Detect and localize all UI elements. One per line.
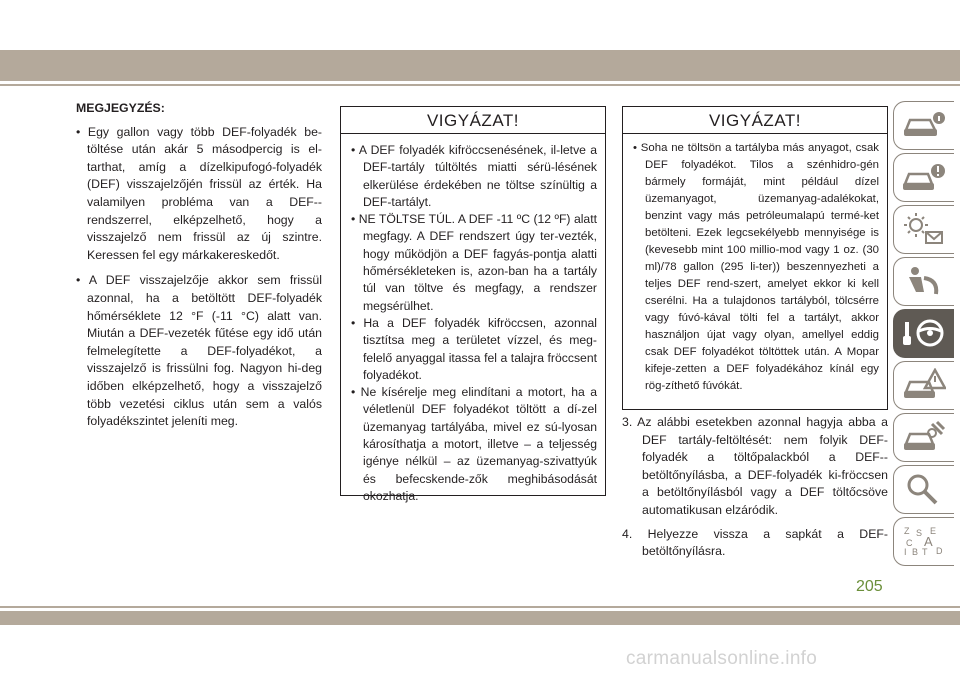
search-icon [902, 472, 946, 506]
driving-icon [902, 316, 946, 350]
tab-hazard[interactable] [893, 361, 954, 410]
safety-icon [902, 264, 946, 298]
tab-car-info[interactable] [893, 101, 954, 150]
step-item: 3. Az alábbi esetekben azonnal hagyja abba a DEF tartály-feltöltését: nem folyik DEF-folyadék a töltőpalackból a DEF--betöltőnyílásba, a DEF-folyadék ki-fröccsen a betöltőnyílásból vagy a DEF töltőcsöve automatikusan elzáródik. [622, 415, 888, 517]
warning-bullet: • Ha a DEF folyadék kifröccsen, azonnal tisztítsa meg a területet vízzel, és meg-felelő anyaggal itassa fel a talajra fröccsent folyadékot. [351, 315, 597, 382]
warning-body [341, 134, 605, 511]
index-letter: A [924, 534, 933, 549]
index-letter: B [912, 547, 919, 557]
alphabet-index-icon [902, 524, 946, 558]
service-icon [902, 420, 946, 454]
page-number: 205 [856, 578, 883, 595]
tab-sun-key[interactable] [893, 205, 954, 254]
note-column [76, 100, 322, 439]
warning-box-1 [340, 106, 606, 503]
warning-bullet: • Ne kísérelje meg elindítani a motort, ha a véletlenül DEF folyadékot töltött a dí-zel üzemanyag tartályába, mivel ez sú-lyosan károsíthatja a motort, illetve – a teljesség igénye nélkül – az üzemanyag-szivattyúk és befecskende-zők meghibásodását okozhatja. [351, 385, 597, 503]
bottom-footer-bar [0, 611, 960, 625]
index-letter: D [936, 546, 943, 556]
tab-service[interactable] [893, 413, 954, 462]
warning-bullet: • NE TÖLTSE TÚL. A DEF -11 ºC (12 ºF) alatt megfagy. A DEF rendszert úgy ter-vezték, hogy működjön a DEF fagyás-pontja alatti hőmérsékleteken is, azon-ban ha a tartály túl van töltve és megfagy, a rendszer megsérülhet. [351, 212, 597, 313]
car-warning-icon [902, 160, 946, 194]
tab-search[interactable] [893, 465, 954, 514]
steps-list [622, 414, 888, 567]
watermark: carmanualsonline.info [626, 648, 818, 669]
index-letter: C [906, 538, 913, 548]
note-bullet: • Egy gallon vagy több DEF-folyadék be-töltése után akár 5 másodpercig is el-tarthat, amíg a dízelkipufogó-folyadék (DEF) visszajelzőjén frissül az érték. Ha valamilyen probléma van a DEF--rendszerrel, elképzelhető, hogy a visszajelző nem frissül az új szintre. Keressen fel egy márkakereskedőt. [76, 124, 322, 262]
index-letter: S [916, 528, 923, 538]
tab-driving[interactable] [893, 309, 954, 358]
index-letter: E [930, 526, 937, 536]
tab-alphabet-index[interactable] [893, 517, 954, 566]
warning-title: VIGYÁZAT! [623, 107, 887, 134]
bottom-divider-line [0, 606, 960, 608]
tab-safety[interactable] [893, 257, 954, 306]
tab-car-warning[interactable] [893, 153, 954, 202]
chapter-index-tabs [893, 101, 960, 569]
note-bullet: • A DEF visszajelzője akkor sem frissül azonnal, ha a betöltött DEF-folyadék hőmérséklete 12 °F (-11 °C) alatt van. Miután a DEF-vezeték fűtése egy idő után felmelegítette a DEF-folyadékot, a visszajelző is frissülni fog. Nagyon hi-deg időben elképzelhető, hogy a visszajelző több vezetési ciklus után sem a valós folyadékszintet jeleníti meg. [76, 273, 322, 429]
warning-body [623, 134, 887, 401]
index-letter: T [922, 547, 928, 557]
warning-bullet: • A DEF folyadék kifröccsenésének, il-letve a DEF-tartály túltöltés miatti sérü-lésének elkerülése érdekében ne töltse színültig a DEF-tartályt. [351, 143, 597, 209]
sun-key-icon [902, 212, 946, 246]
warning-bullet: • Soha ne töltsön a tartályba más anyagot, csak DEF folyadékot. Tilos a szénhidro-gén bármely formáját, mint például dízel üzemanyagot, üzemanyag-adalékokat, benzint vagy más petróleumalapú termé-ket betölteni. Ezek legcsekélyebb mennyisége is (kevesebb mint 100 millio-mod vagy 1 oz. (30 ml)/78 gallon (295 li-ter)) beszennyezheti a teljes DEF rend-szert, amelyet ekkor ki kell cserélni. Ha a tulajdonos tartályból, tölcsérre vagy fúvó-kával tölti fel a tartályt, akkor használjon újat vagy olyan, amellyel eddig csak DEF folyadékot töltöttek után. A Mopar kifeje-zetten a DEF folyadékához kínál egy rög-zíthető fúvókát. [633, 142, 879, 392]
car-info-icon [902, 108, 946, 142]
index-letter: I [904, 547, 907, 557]
warning-box-2 [622, 106, 888, 410]
index-letter: Z [904, 526, 910, 536]
step-item: 4. Helyezze vissza a sapkát a DEF-betöltőnyílásra. [622, 526, 888, 559]
top-divider-line [0, 84, 960, 86]
note-title: MEGJEGYZÉS: [76, 101, 165, 115]
top-header-bar [0, 50, 960, 81]
warning-title: VIGYÁZAT! [341, 107, 605, 134]
hazard-icon [902, 368, 946, 402]
